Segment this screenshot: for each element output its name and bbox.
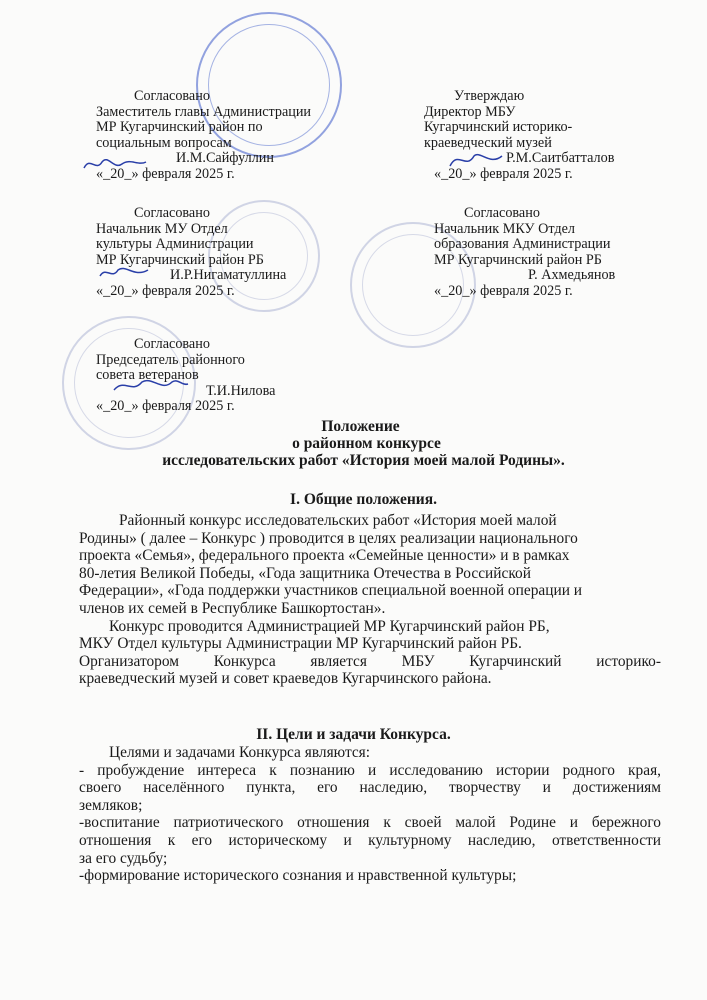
approval-line: Председатель районного — [96, 351, 245, 368]
approval-veterans — [96, 337, 275, 415]
approval-date: «_20_» февраля 2025 г. — [96, 398, 235, 415]
approval-line: МР Кугарчинский район РБ — [96, 251, 264, 268]
paragraph-line: МКУ Отдел культуры Администрации МР Кугарчинский район РБ. — [79, 635, 522, 653]
list-item-line: своего населённого пункта, его наследию, творчеству и достижениям — [79, 779, 661, 797]
approval-heading: Согласовано — [134, 336, 210, 352]
list-item-line: за его судьбу; — [79, 849, 168, 867]
approval-line: Начальник МУ Отдел — [96, 220, 228, 237]
paragraph-line: проекта «Семья», федерального проекта «Семейные ценности» и в рамках — [79, 547, 570, 565]
approval-date: «_20_» февраля 2025 г. — [96, 165, 235, 182]
approval-deputy — [96, 89, 311, 183]
document-title — [0, 418, 707, 469]
signature-line — [96, 151, 311, 167]
paragraph-line: краеведческий музей и совет краеведов Кугарчинского района. — [79, 670, 492, 688]
signer-name: Т.И.Нилова — [206, 382, 276, 399]
approval-director — [424, 89, 614, 183]
approval-line: Директор МБУ — [424, 103, 516, 120]
approval-heading: Согласовано — [134, 88, 210, 104]
list-item-line: отношения к его историческому и культурному наследию, ответственности — [79, 831, 661, 849]
list-item-line: -воспитание патриотического отношения к своей малой Родине и бережного — [79, 814, 661, 832]
approval-heading: Согласовано — [134, 205, 210, 221]
list-item-line: -формирование исторического сознания и нравственной культуры; — [79, 867, 517, 885]
signature-line — [96, 384, 275, 400]
approval-line: Кугарчинский историко- — [424, 119, 573, 136]
signer-name: И.Р.Нигаматуллина — [170, 267, 287, 284]
section-2-text — [79, 744, 661, 885]
signature-line — [96, 268, 286, 284]
approval-line: Заместитель главы Администрации — [96, 103, 312, 120]
approval-date: «_20_» февраля 2025 г. — [434, 282, 573, 299]
signature-line — [434, 268, 615, 284]
paragraph-line: Районный конкурс исследовательских работ «История моей малой — [119, 512, 557, 529]
section-1-heading: I. Общие положения. — [290, 491, 437, 508]
paragraph-line: Федерации», «Года поддержки участников специальной военной операции и — [79, 582, 583, 600]
approval-education — [434, 206, 615, 300]
approval-line: МР Кугарчинский район по — [96, 119, 263, 136]
paragraph-line: 80-летия Великой Победы, «Года защитника Отечества в Российской — [79, 564, 531, 582]
approval-line: совета ветеранов — [96, 367, 199, 384]
paragraph-line: Целями и задачами Конкурса являются: — [109, 744, 371, 761]
title-line-2: о районном конкурсе — [292, 435, 441, 452]
signer-name: И.М.Сайфуллин — [176, 150, 274, 167]
section-1-text — [79, 512, 661, 688]
paragraph-line: членов их семей в Республике Башкортостан». — [79, 599, 386, 617]
approval-line: социальным вопросам — [96, 134, 232, 151]
approval-date: «_20_» февраля 2025 г. — [434, 165, 573, 182]
section-2-heading: II. Цели и задачи Конкурса. — [256, 726, 451, 743]
approval-heading: Согласовано — [464, 205, 540, 221]
signer-name: Р.М.Саитбатталов — [506, 150, 615, 167]
paragraph-line: Организатором Конкурса является МБУ Кугарчинский историко- — [79, 652, 661, 670]
approval-line: краеведческий музей — [424, 134, 552, 151]
title-line-3: исследовательских работ «История моей малой Родины». — [162, 452, 565, 469]
paragraph-line: Конкурс проводится Администрацией МР Кугарчинский район РБ, — [109, 617, 550, 635]
list-item-line: - пробуждение интереса к познанию и исследованию истории родного края, — [79, 761, 661, 779]
paragraph-line: Родины» ( далее – Конкурс ) проводится в целях реализации национального — [79, 529, 578, 547]
approval-line: образования Администрации — [434, 236, 611, 253]
approval-heading: Утверждаю — [454, 88, 525, 104]
list-item-line: земляков; — [79, 796, 143, 814]
approval-date: «_20_» февраля 2025 г. — [96, 282, 235, 299]
approval-line: культуры Администрации — [96, 236, 254, 253]
approval-line: Начальник МКУ Отдел — [434, 220, 575, 237]
approval-line: МР Кугарчинский район РБ — [434, 251, 602, 268]
approval-culture — [96, 206, 286, 300]
title-line-1: Положение — [321, 418, 400, 435]
signer-name: Р. Ахмедьянов — [528, 267, 616, 284]
signature-line — [424, 151, 614, 167]
